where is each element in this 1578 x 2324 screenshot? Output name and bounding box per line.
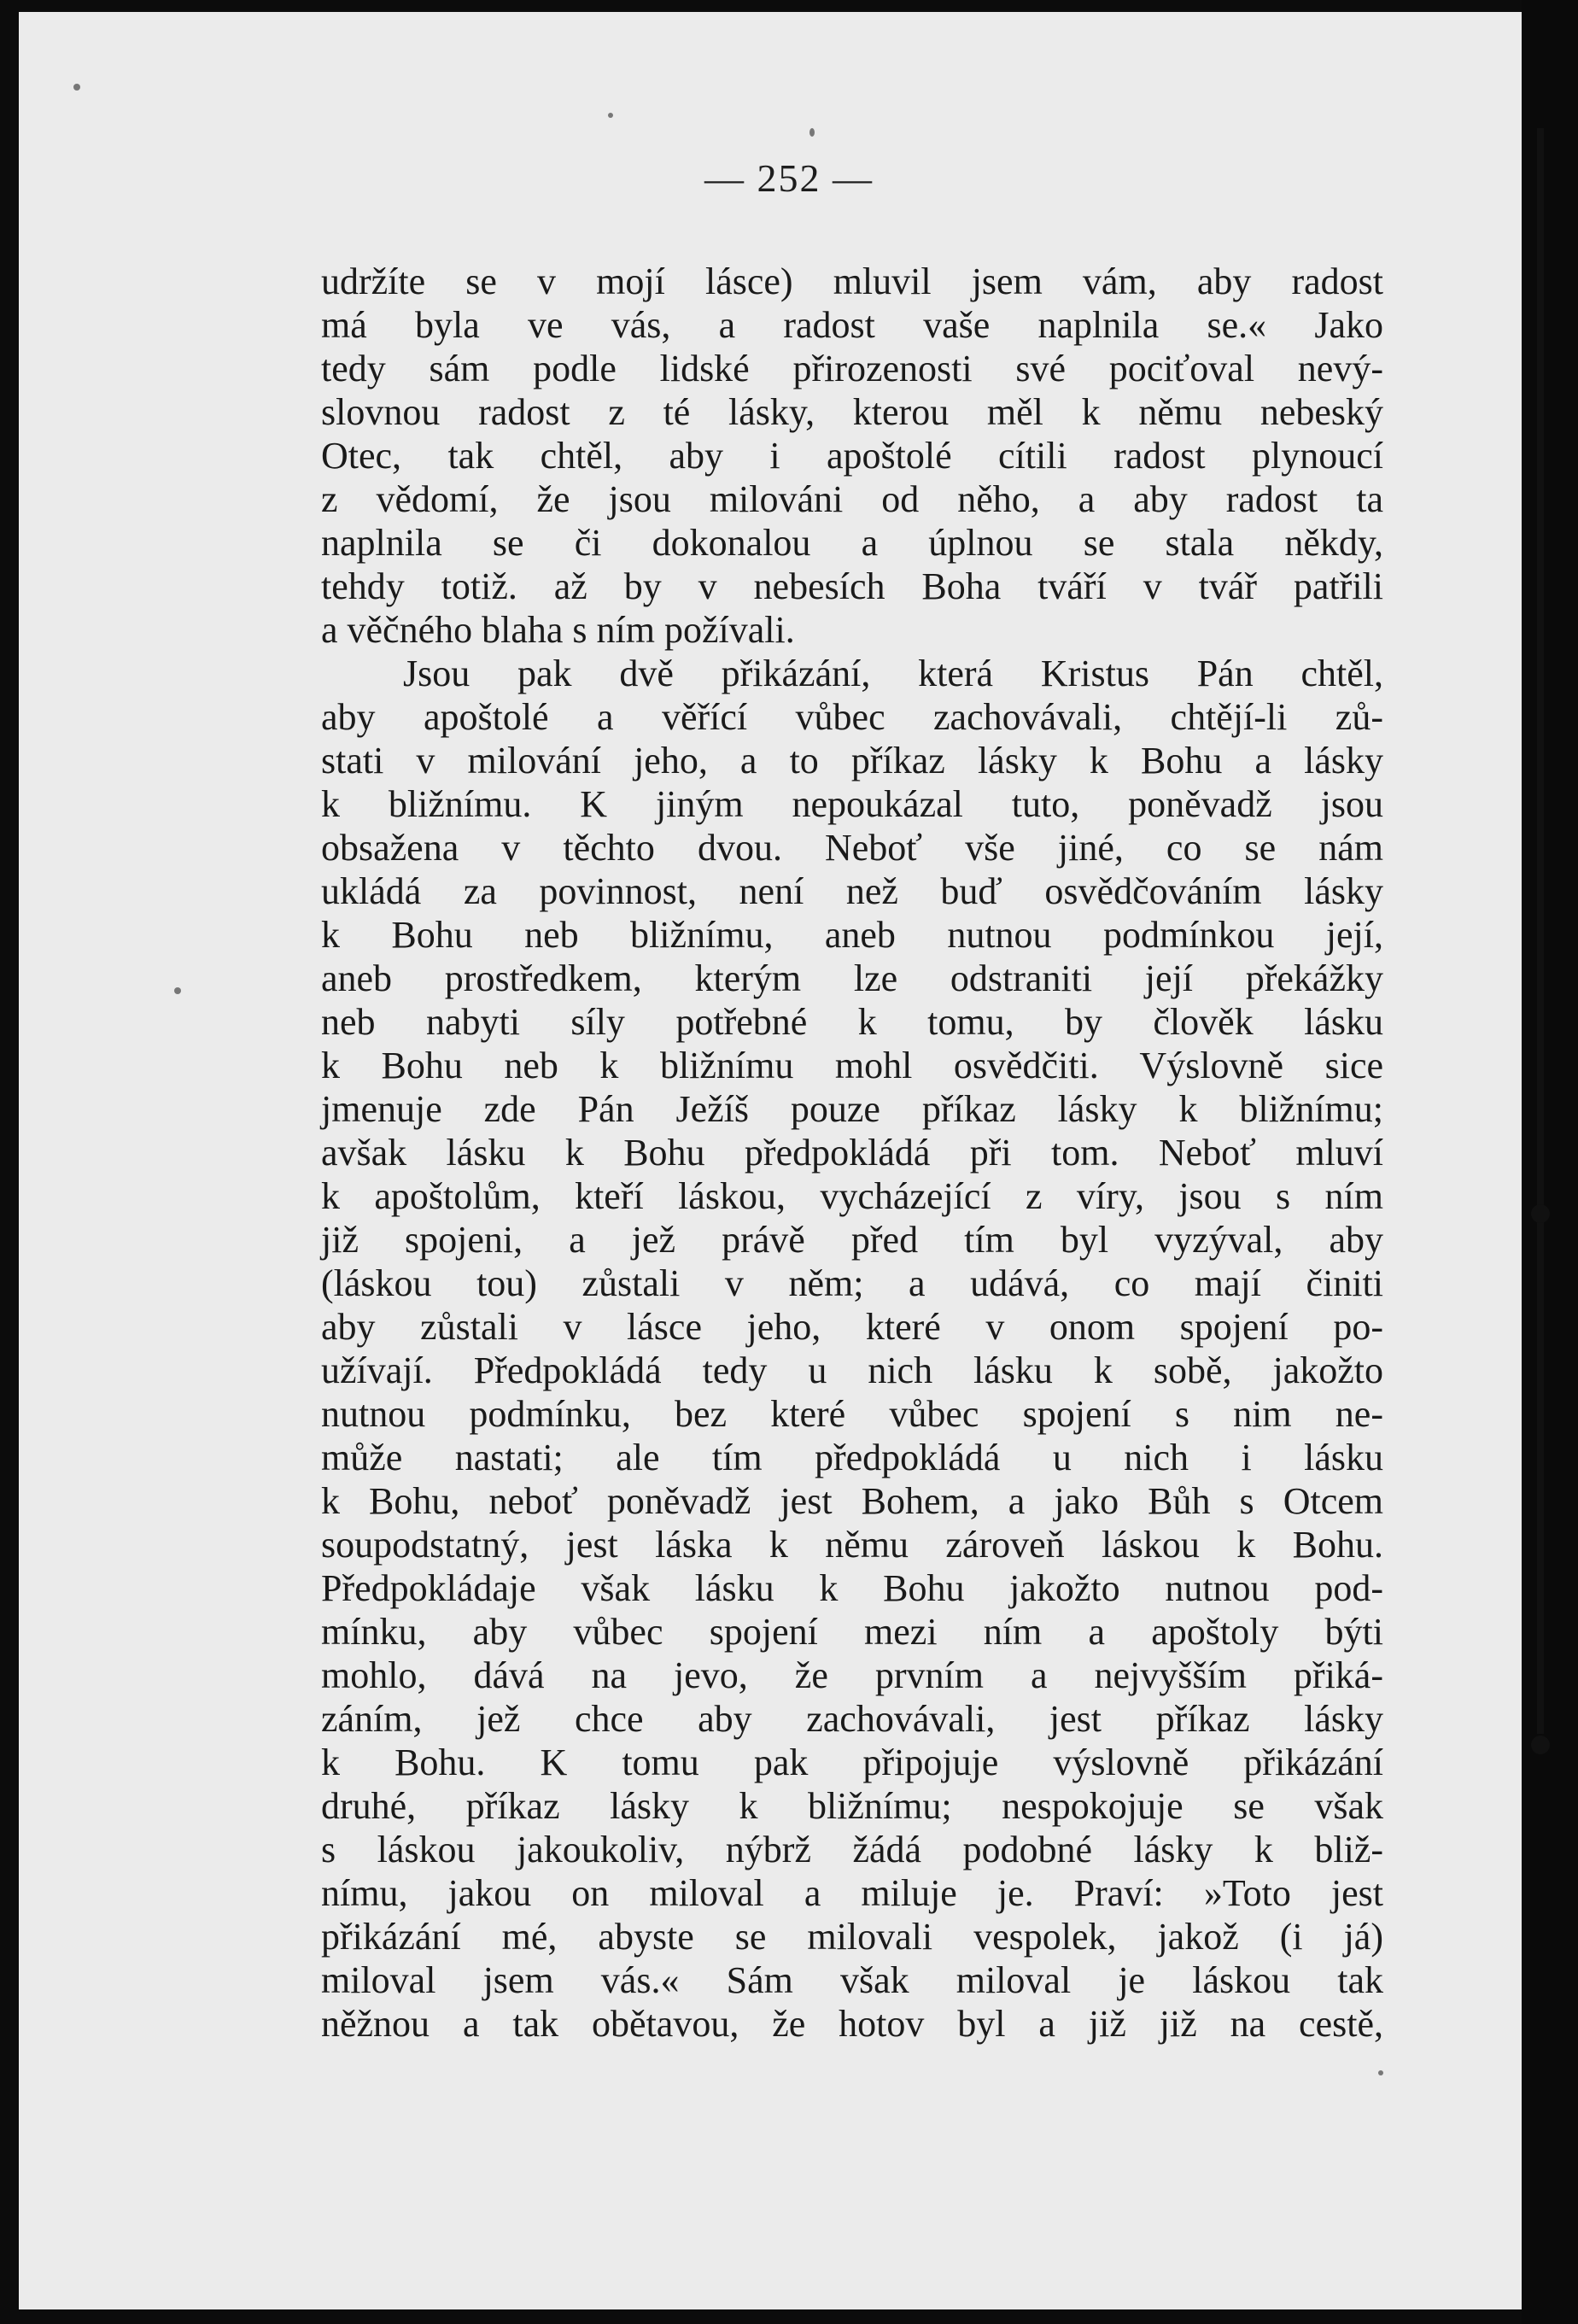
scan-border <box>1522 0 1578 2324</box>
text-line: aneb prostředkem, kterým lze odstraniti její překážky <box>321 957 1383 999</box>
text-line: udržíte se v mojí lásce) mluvil jsem vám, aby radost <box>321 260 1383 302</box>
text-line: naplnila se či dokonalou a úplnou se stala někdy, <box>321 522 1383 564</box>
text-line: avšak lásku k Bohu předpokládá při tom. Neboť mluví <box>321 1132 1383 1174</box>
page-number: — 252 — <box>704 156 874 200</box>
text-line: k Bohu neb bližnímu, aneb nutnou podmínkou její, <box>321 914 1383 956</box>
text-line: k apoštolům, kteří láskou, vycházející z víry, jsou s ním <box>321 1175 1383 1217</box>
scan-speck <box>1378 2070 1383 2075</box>
scan-speck <box>608 113 613 118</box>
text-line: k Bohu. K tomu pak připojuje výslovně přikázání <box>321 1742 1383 1783</box>
text-line: má byla ve vás, a radost vaše naplnila se.« Jako <box>321 304 1383 346</box>
text-line: aby apoštolé a věřící vůbec zachovávali, chtějí-li zů- <box>321 696 1383 738</box>
text-line: mínku, aby vůbec spojení mezi ním a apoštoly býti <box>321 1611 1383 1653</box>
text-line: něžnou a tak obětavou, že hotov byl a již již na cestě, <box>321 2003 1383 2045</box>
text-line: může nastati; ale tím předpokládá u nich i lásku <box>321 1437 1383 1478</box>
text-line: a věčného blaha s ním požívali. <box>321 609 795 651</box>
text-line: soupodstatný, jest láska k němu zároveň láskou k Bohu. <box>321 1524 1383 1566</box>
text-line: (láskou tou) zůstali v něm; a udává, co mají činiti <box>321 1262 1383 1304</box>
text-line: přikázání mé, abyste se milovali vespolek, jakož (i já) <box>321 1916 1383 1958</box>
text-line: nutnou podmínku, bez které vůbec spojení s nim ne- <box>321 1393 1383 1435</box>
scan-speck <box>809 128 815 137</box>
text-line: miloval jsem vás.« Sám však miloval je láskou tak <box>321 1959 1383 2001</box>
text-line: tehdy totiž. až by v nebesích Boha tváří v tvář patřili <box>321 565 1383 607</box>
text-line: stati v milování jeho, a to příkaz lásky k Bohu a lásky <box>321 740 1383 781</box>
text-line: s láskou jakoukoliv, nýbrž žádá podobné lásky k bliž- <box>321 1829 1383 1870</box>
text-line: z vědomí, že jsou milováni od něho, a aby radost ta <box>321 478 1383 520</box>
scan-speck <box>73 84 80 91</box>
text-line: k Bohu neb k bližnímu mohl osvědčiti. Výslovně sice <box>321 1045 1383 1086</box>
margin-mark <box>1531 1204 1550 1223</box>
text-line: Otec, tak chtěl, aby i apoštolé cítili radost plynoucí <box>321 435 1383 477</box>
text-line: obsažena v těchto dvou. Neboť vše jiné, co se nám <box>321 827 1383 869</box>
text-line: jmenuje zde Pán Ježíš pouze příkaz lásky k bližnímu; <box>321 1088 1383 1130</box>
text-line: k bližnímu. K jiným nepoukázal tuto, poněvadž jsou <box>321 783 1383 825</box>
margin-mark <box>1531 1736 1550 1754</box>
text-line: mohlo, dává na jevo, že prvním a nejvyšším přiká- <box>321 1654 1383 1696</box>
text-line: záním, jež chce aby zachovávali, jest příkaz lásky <box>321 1698 1383 1740</box>
text-line: aby zůstali v lásce jeho, které v onom spojení po- <box>321 1306 1383 1348</box>
scan-speck <box>174 987 181 994</box>
text-line: již spojeni, a jež právě před tím byl vyzýval, aby <box>321 1219 1383 1261</box>
text-line: neb nabyti síly potřebné k tomu, by člověk lásku <box>321 1001 1383 1043</box>
paragraph-start: Jsou pak dvě přikázání, která Kristus Pán chtěl, <box>403 653 1383 694</box>
text-line: užívají. Předpokládá tedy u nich lásku k sobě, jakožto <box>321 1349 1383 1391</box>
text-line: slovnou radost z té lásky, kterou měl k němu nebeský <box>321 391 1383 433</box>
text-line: k Bohu, neboť poněvadž jest Bohem, a jako Bůh s Otcem <box>321 1480 1383 1522</box>
text-line: tedy sám podle lidské přirozenosti své pociťoval nevý- <box>321 348 1383 389</box>
text-line: Předpokládaje však lásku k Bohu jakožto nutnou pod- <box>321 1567 1383 1609</box>
margin-rule <box>1537 128 1544 1734</box>
text-line: nímu, jakou on miloval a miluje je. Praví: »Toto jest <box>321 1872 1383 1914</box>
text-line: ukládá za povinnost, není než buď osvědčováním lásky <box>321 870 1383 912</box>
body-text <box>321 260 1383 2046</box>
text-line: druhé, příkaz lásky k bližnímu; nespokojuje se však <box>321 1785 1383 1827</box>
